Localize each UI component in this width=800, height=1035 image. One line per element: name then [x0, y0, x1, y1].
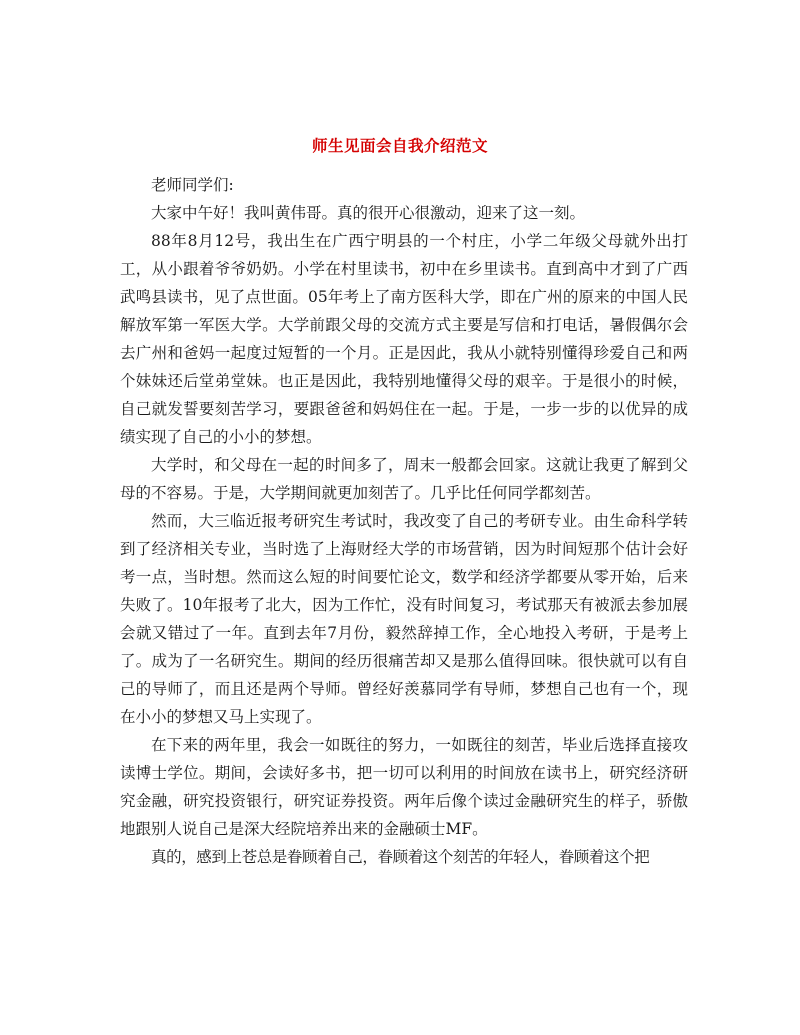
paragraph-greeting: 大家中午好！我叫黄伟哥。真的很开心很激动，迎来了这一刻。 [151, 204, 586, 222]
paragraph-background: 88年8月12号，我出生在广西宁明县的一个村庄，小学二年级父母就外出打工，从小跟着爷爷奶奶。小学在村里读书，初中在乡里读书。直到高中才到了广西武鸣县读书，见了点世面。05年考上了南方医科大学，即在广州的原来的中国人民解放军第一军医大学。大学前跟父母的交流方式主要是写信和打电话，暑假偶尔会去广州和爸妈一起度过短暂的一个月。正是因此，我从小就特别懂得珍爱自己和两个妹妹还后堂弟堂妹。也正是因此，我特别地懂得父母的艰辛。于是很小的时候，自己就发誓要刻苦学习，要跟爸爸和妈妈住在一起。于是，一步一步的以优异的成绩实现了自己的小小的梦想。 [120, 232, 688, 446]
paragraph-university: 大学时，和父母在一起的时间多了，周末一般都会回家。这就让我更了解到父母的不容易。于是，大学期间就更加刻苦了。几乎比任何同学都刻苦。 [120, 456, 688, 502]
paragraph-future-plans: 在下来的两年里，我会一如既往的努力，一如既往的刻苦，毕业后选择直接攻读博士学位。期间，会读好多书，把一切可以利用的时间放在读书上，研究经济研究金融，研究投资银行，研究证券投资。两年后像个读过金融研究生的样子，骄傲地跟别人说自己是深大经院培养出来的金融硕士MF。 [120, 736, 688, 838]
paragraph-graduate-exam: 然而，大三临近报考研究生考试时，我改变了自己的考研专业。由生命科学转到了经济相关专业，当时选了上海财经大学的市场营销，因为时间短那个估计会好考一点，当时想。然而这么短的时间要忙论文，数学和经济学都要从零开始，后来失败了。10年报考了北大，因为工作忙，没有时间复习，考试那天有被派去参加展会就又错过了一年。直到去年7月份，毅然辞掉工作，全心地投入考研，于是考上了。成为了一名研究生。期间的经历很痛苦却又是那么值得回味。很快就可以有自己的导师了，而且还是两个导师。曾经好羡慕同学有导师，梦想自己也有一个，现在小小的梦想又马上实现了。 [120, 512, 688, 726]
salutation: 老师同学们: [151, 176, 234, 194]
document-title: 师生见面会自我介绍范文 [311, 136, 488, 155]
paragraph-closing: 真的，感到上苍总是眷顾着自己，眷顾着这个刻苦的年轻人，眷顾着这个把 [151, 848, 650, 866]
document-body [120, 171, 688, 871]
